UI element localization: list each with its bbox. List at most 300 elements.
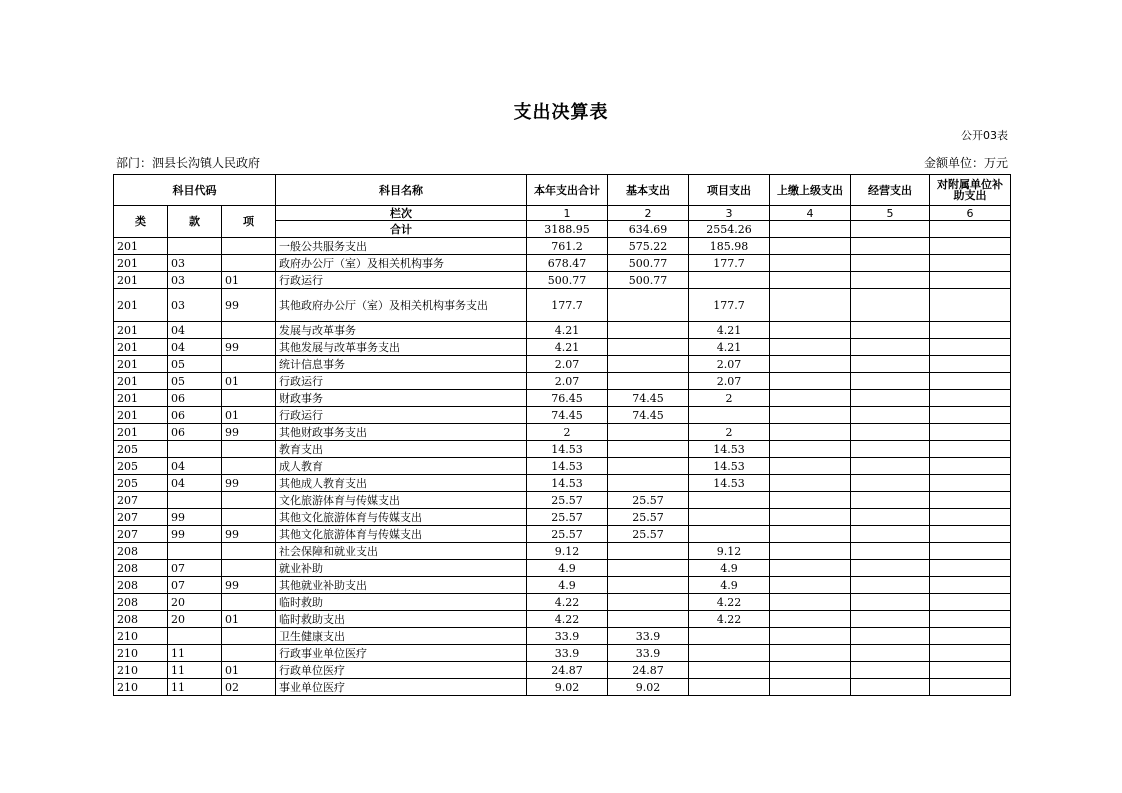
code-xiang: [222, 322, 276, 339]
basic-amount: 25.57: [608, 509, 689, 526]
unit-label: 金额单位：万元: [923, 156, 1008, 170]
total-amount: 4.9: [527, 577, 608, 594]
business-amount: [851, 373, 930, 390]
total-amount: 177.7: [527, 289, 608, 322]
basic-amount: [608, 594, 689, 611]
code-lei: 201: [114, 424, 168, 441]
table-row: [114, 594, 1011, 611]
business-amount: [851, 628, 930, 645]
project-amount: 14.53: [689, 441, 770, 458]
subsidy-amount: [930, 679, 1011, 696]
subsidy-amount: [930, 560, 1011, 577]
business-amount: [851, 272, 930, 289]
code-xiang: [222, 645, 276, 662]
total-amount: 2: [527, 424, 608, 441]
subject-name: 行政运行: [276, 373, 527, 390]
basic-amount: [608, 577, 689, 594]
page-title: 支出决算表: [513, 102, 609, 123]
business-amount: [851, 509, 930, 526]
upper-amount: [770, 373, 851, 390]
basic-amount: 24.87: [608, 662, 689, 679]
project-amount: 4.9: [689, 577, 770, 594]
subject-name: 其他就业补助支出: [276, 577, 527, 594]
table-row: [114, 289, 1011, 322]
code-xiang: [222, 255, 276, 272]
table-row: [114, 339, 1011, 356]
total-amount: 25.57: [527, 492, 608, 509]
upper-amount: [770, 611, 851, 628]
code-lei: 201: [114, 373, 168, 390]
table-row: [114, 560, 1011, 577]
upper-amount: [770, 441, 851, 458]
code-xiang: 01: [222, 373, 276, 390]
subsidy-amount: [930, 339, 1011, 356]
table-row: [114, 577, 1011, 594]
upper-amount: [770, 526, 851, 543]
code-lei: 208: [114, 543, 168, 560]
table-row: [114, 662, 1011, 679]
total-amount: 4.21: [527, 339, 608, 356]
basic-amount: [608, 441, 689, 458]
business-amount: [851, 543, 930, 560]
subsidy-amount: [930, 390, 1011, 407]
business-amount: [851, 322, 930, 339]
upper-amount: [770, 628, 851, 645]
code-kuan: 06: [168, 407, 222, 424]
total-row-upper: [770, 221, 851, 238]
business-amount: [851, 390, 930, 407]
form-code: 公开03表: [961, 129, 1008, 142]
total-amount: 33.9: [527, 645, 608, 662]
upper-amount: [770, 492, 851, 509]
business-amount: [851, 662, 930, 679]
table-row: [114, 272, 1011, 289]
header-total: 本年支出合计: [527, 175, 608, 206]
total-row-total: 3188.95: [527, 221, 608, 238]
business-amount: [851, 645, 930, 662]
subject-name: 行政事业单位医疗: [276, 645, 527, 662]
code-kuan: 03: [168, 289, 222, 322]
subsidy-amount: [930, 356, 1011, 373]
code-xiang: [222, 560, 276, 577]
table-row: [114, 509, 1011, 526]
code-kuan: 20: [168, 611, 222, 628]
code-kuan: 05: [168, 373, 222, 390]
table-row: [114, 628, 1011, 645]
code-xiang: 01: [222, 662, 276, 679]
project-amount: [689, 407, 770, 424]
project-amount: [689, 492, 770, 509]
subject-name: 社会保障和就业支出: [276, 543, 527, 560]
code-lei: 201: [114, 272, 168, 289]
total-amount: 14.53: [527, 441, 608, 458]
subject-name: 事业单位医疗: [276, 679, 527, 696]
code-xiang: 99: [222, 424, 276, 441]
code-xiang: [222, 441, 276, 458]
table-row: [114, 645, 1011, 662]
code-xiang: [222, 543, 276, 560]
subsidy-amount: [930, 594, 1011, 611]
upper-amount: [770, 577, 851, 594]
col-number-4: 4: [770, 206, 851, 221]
upper-amount: [770, 475, 851, 492]
upper-amount: [770, 322, 851, 339]
code-kuan: [168, 543, 222, 560]
subject-name: 其他成人教育支出: [276, 475, 527, 492]
code-xiang: 99: [222, 289, 276, 322]
code-lei: 201: [114, 390, 168, 407]
business-amount: [851, 560, 930, 577]
subject-name: 成人教育: [276, 458, 527, 475]
code-kuan: 99: [168, 526, 222, 543]
code-xiang: 01: [222, 611, 276, 628]
project-amount: 4.22: [689, 594, 770, 611]
subsidy-amount: [930, 289, 1011, 322]
code-lei: 201: [114, 322, 168, 339]
project-amount: 2: [689, 424, 770, 441]
business-amount: [851, 577, 930, 594]
subsidy-amount: [930, 509, 1011, 526]
basic-amount: 500.77: [608, 272, 689, 289]
table-row: [114, 543, 1011, 560]
upper-amount: [770, 424, 851, 441]
code-xiang: [222, 390, 276, 407]
subsidy-amount: [930, 662, 1011, 679]
subsidy-amount: [930, 272, 1011, 289]
code-xiang: [222, 492, 276, 509]
project-amount: [689, 509, 770, 526]
basic-amount: 500.77: [608, 255, 689, 272]
project-amount: [689, 662, 770, 679]
code-xiang: 99: [222, 526, 276, 543]
subsidy-amount: [930, 255, 1011, 272]
code-xiang: [222, 238, 276, 255]
subsidy-amount: [930, 424, 1011, 441]
total-amount: 76.45: [527, 390, 608, 407]
code-kuan: [168, 238, 222, 255]
code-kuan: 04: [168, 322, 222, 339]
project-amount: [689, 645, 770, 662]
code-kuan: 11: [168, 645, 222, 662]
business-amount: [851, 526, 930, 543]
col-number-6: 6: [930, 206, 1011, 221]
subject-name: 其他政府办公厅（室）及相关机构事务支出: [276, 289, 527, 322]
business-amount: [851, 424, 930, 441]
code-kuan: 20: [168, 594, 222, 611]
upper-amount: [770, 679, 851, 696]
table-row: [114, 407, 1011, 424]
code-kuan: 04: [168, 458, 222, 475]
basic-amount: [608, 458, 689, 475]
code-xiang: 99: [222, 339, 276, 356]
basic-amount: 33.9: [608, 645, 689, 662]
code-kuan: [168, 441, 222, 458]
total-amount: 4.22: [527, 594, 608, 611]
upper-amount: [770, 339, 851, 356]
subsidy-amount: [930, 475, 1011, 492]
col-number-2: 2: [608, 206, 689, 221]
header-kuan: 款: [168, 206, 222, 238]
code-lei: 205: [114, 458, 168, 475]
header-subject-name: 科目名称: [276, 175, 527, 206]
code-kuan: [168, 492, 222, 509]
upper-amount: [770, 594, 851, 611]
code-kuan: 99: [168, 509, 222, 526]
subject-name: 行政单位医疗: [276, 662, 527, 679]
total-amount: 9.12: [527, 543, 608, 560]
table-row: [114, 356, 1011, 373]
table-row: [114, 424, 1011, 441]
code-xiang: [222, 628, 276, 645]
total-amount: 4.9: [527, 560, 608, 577]
subsidy-amount: [930, 373, 1011, 390]
code-kuan: 06: [168, 424, 222, 441]
code-xiang: 02: [222, 679, 276, 696]
project-amount: 14.53: [689, 475, 770, 492]
subject-name: 临时救助支出: [276, 611, 527, 628]
col-number-5: 5: [851, 206, 930, 221]
subject-name: 其他财政事务支出: [276, 424, 527, 441]
basic-amount: [608, 560, 689, 577]
header-subsidy: 对附属单位补助支出: [930, 175, 1011, 206]
subsidy-amount: [930, 322, 1011, 339]
subject-name: 发展与改革事务: [276, 322, 527, 339]
table-row: [114, 526, 1011, 543]
table-row: [114, 390, 1011, 407]
header-business: 经营支出: [851, 175, 930, 206]
subsidy-amount: [930, 543, 1011, 560]
code-lei: 205: [114, 441, 168, 458]
subject-name: 统计信息事务: [276, 356, 527, 373]
basic-amount: [608, 322, 689, 339]
header-subject-code: 科目代码: [114, 175, 276, 206]
business-amount: [851, 407, 930, 424]
subject-name: 文化旅游体育与传媒支出: [276, 492, 527, 509]
upper-amount: [770, 407, 851, 424]
total-amount: 2.07: [527, 356, 608, 373]
basic-amount: [608, 475, 689, 492]
subject-name: 财政事务: [276, 390, 527, 407]
table-row: [114, 458, 1011, 475]
basic-amount: 33.9: [608, 628, 689, 645]
basic-amount: [608, 543, 689, 560]
upper-amount: [770, 238, 851, 255]
business-amount: [851, 475, 930, 492]
basic-amount: 575.22: [608, 238, 689, 255]
project-amount: 4.21: [689, 322, 770, 339]
code-xiang: 99: [222, 475, 276, 492]
project-amount: 4.9: [689, 560, 770, 577]
code-lei: 210: [114, 679, 168, 696]
total-amount: 14.53: [527, 458, 608, 475]
basic-amount: 25.57: [608, 526, 689, 543]
subject-name: 其他文化旅游体育与传媒支出: [276, 526, 527, 543]
total-row-business: [851, 221, 930, 238]
department-label: 部门：泗县长沟镇人民政府: [116, 156, 261, 170]
basic-amount: 25.57: [608, 492, 689, 509]
basic-amount: [608, 424, 689, 441]
basic-amount: [608, 611, 689, 628]
code-lei: 208: [114, 560, 168, 577]
subsidy-amount: [930, 407, 1011, 424]
business-amount: [851, 458, 930, 475]
project-amount: 177.7: [689, 255, 770, 272]
code-lei: 201: [114, 289, 168, 322]
upper-amount: [770, 645, 851, 662]
basic-amount: 74.45: [608, 390, 689, 407]
expenditure-table: [113, 174, 1011, 696]
total-amount: 24.87: [527, 662, 608, 679]
code-lei: 205: [114, 475, 168, 492]
upper-amount: [770, 458, 851, 475]
subject-name: 行政运行: [276, 407, 527, 424]
col-number-1: 1: [527, 206, 608, 221]
subsidy-amount: [930, 458, 1011, 475]
business-amount: [851, 255, 930, 272]
business-amount: [851, 289, 930, 322]
business-amount: [851, 339, 930, 356]
subject-name: 卫生健康支出: [276, 628, 527, 645]
code-kuan: [168, 628, 222, 645]
code-lei: 201: [114, 255, 168, 272]
business-amount: [851, 238, 930, 255]
basic-amount: [608, 373, 689, 390]
project-amount: 185.98: [689, 238, 770, 255]
subject-name: 行政运行: [276, 272, 527, 289]
project-amount: 4.22: [689, 611, 770, 628]
code-xiang: 99: [222, 577, 276, 594]
project-amount: 14.53: [689, 458, 770, 475]
subject-name: 其他发展与改革事务支出: [276, 339, 527, 356]
table-row: [114, 322, 1011, 339]
upper-amount: [770, 356, 851, 373]
total-amount: 761.2: [527, 238, 608, 255]
code-lei: 208: [114, 577, 168, 594]
project-amount: 2.07: [689, 373, 770, 390]
header-basic: 基本支出: [608, 175, 689, 206]
subsidy-amount: [930, 577, 1011, 594]
table-row: [114, 475, 1011, 492]
total-amount: 74.45: [527, 407, 608, 424]
total-amount: 25.57: [527, 526, 608, 543]
code-kuan: 03: [168, 255, 222, 272]
code-xiang: 01: [222, 272, 276, 289]
business-amount: [851, 356, 930, 373]
business-amount: [851, 679, 930, 696]
basic-amount: [608, 356, 689, 373]
table-row: [114, 238, 1011, 255]
table-row: [114, 255, 1011, 272]
project-amount: 2: [689, 390, 770, 407]
subject-name: 教育支出: [276, 441, 527, 458]
code-lei: 210: [114, 645, 168, 662]
code-lei: 201: [114, 356, 168, 373]
code-xiang: [222, 509, 276, 526]
total-amount: 14.53: [527, 475, 608, 492]
code-lei: 201: [114, 238, 168, 255]
table-row: [114, 441, 1011, 458]
code-kuan: 04: [168, 475, 222, 492]
code-kuan: 11: [168, 662, 222, 679]
code-kuan: 11: [168, 679, 222, 696]
code-kuan: 07: [168, 577, 222, 594]
code-kuan: 05: [168, 356, 222, 373]
subsidy-amount: [930, 628, 1011, 645]
total-row-basic: 634.69: [608, 221, 689, 238]
project-amount: [689, 679, 770, 696]
table-row: [114, 492, 1011, 509]
code-lei: 201: [114, 339, 168, 356]
subsidy-amount: [930, 238, 1011, 255]
table-row: [114, 679, 1011, 696]
basic-amount: 74.45: [608, 407, 689, 424]
header-lanci: 栏次: [276, 206, 527, 221]
code-lei: 208: [114, 594, 168, 611]
total-amount: 33.9: [527, 628, 608, 645]
total-amount: 4.22: [527, 611, 608, 628]
total-row-subsidy: [930, 221, 1011, 238]
upper-amount: [770, 662, 851, 679]
header-upper: 上缴上级支出: [770, 175, 851, 206]
upper-amount: [770, 543, 851, 560]
subject-name: 就业补助: [276, 560, 527, 577]
total-amount: 2.07: [527, 373, 608, 390]
upper-amount: [770, 272, 851, 289]
basic-amount: 9.02: [608, 679, 689, 696]
code-kuan: 03: [168, 272, 222, 289]
upper-amount: [770, 390, 851, 407]
subject-name: 政府办公厅（室）及相关机构事务: [276, 255, 527, 272]
subject-name: 一般公共服务支出: [276, 238, 527, 255]
col-number-3: 3: [689, 206, 770, 221]
business-amount: [851, 441, 930, 458]
total-amount: 4.21: [527, 322, 608, 339]
subsidy-amount: [930, 492, 1011, 509]
total-amount: 500.77: [527, 272, 608, 289]
business-amount: [851, 594, 930, 611]
table-row: [114, 611, 1011, 628]
project-amount: 177.7: [689, 289, 770, 322]
code-xiang: 01: [222, 407, 276, 424]
subsidy-amount: [930, 645, 1011, 662]
total-row-project: 2554.26: [689, 221, 770, 238]
code-lei: 207: [114, 492, 168, 509]
code-kuan: 04: [168, 339, 222, 356]
upper-amount: [770, 255, 851, 272]
subsidy-amount: [930, 611, 1011, 628]
project-amount: 2.07: [689, 356, 770, 373]
code-lei: 208: [114, 611, 168, 628]
table-row: [114, 373, 1011, 390]
total-amount: 25.57: [527, 509, 608, 526]
upper-amount: [770, 560, 851, 577]
total-row-label: 合计: [276, 221, 527, 238]
subject-name: 其他文化旅游体育与传媒支出: [276, 509, 527, 526]
project-amount: [689, 272, 770, 289]
business-amount: [851, 611, 930, 628]
code-kuan: 07: [168, 560, 222, 577]
subject-name: 临时救助: [276, 594, 527, 611]
code-lei: 201: [114, 407, 168, 424]
project-amount: [689, 628, 770, 645]
code-lei: 207: [114, 526, 168, 543]
code-lei: 210: [114, 662, 168, 679]
code-lei: 207: [114, 509, 168, 526]
code-xiang: [222, 458, 276, 475]
header-lei: 类: [114, 206, 168, 238]
basic-amount: [608, 339, 689, 356]
business-amount: [851, 492, 930, 509]
